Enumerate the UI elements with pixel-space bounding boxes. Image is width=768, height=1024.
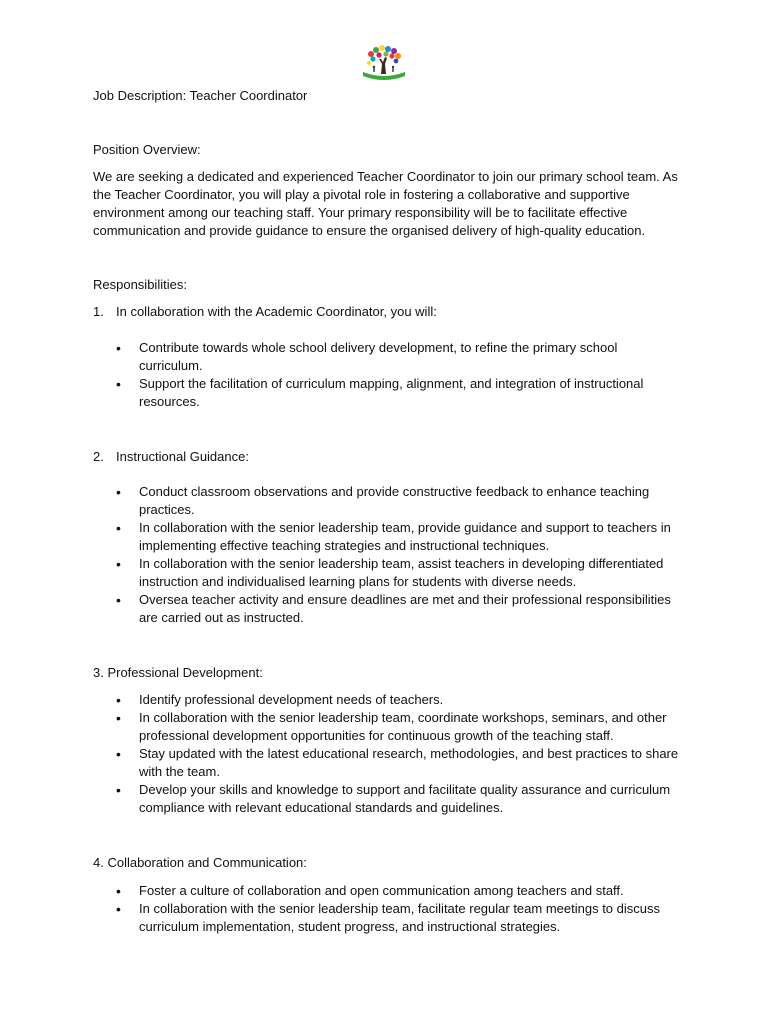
section3-bullet-list	[93, 691, 693, 817]
list-item: • Stay updated with the latest educational research, methodologies, and best practices to share with the team.	[93, 745, 679, 781]
section3-heading: 3. Professional Development:	[93, 665, 263, 680]
section1-heading-text: In collaboration with the Academic Coordinator, you will:	[116, 304, 437, 319]
section4-heading: 4. Collaboration and Communication:	[93, 855, 307, 870]
list-item: • Support the facilitation of curriculum mapping, alignment, and integration of instructional resources.	[93, 375, 679, 411]
section1-bullet-list	[93, 339, 693, 411]
list-item: • Oversea teacher activity and ensure deadlines are met and their professional responsibilities are carried out as instructed.	[93, 591, 679, 627]
section1-heading	[93, 303, 693, 321]
overview-paragraph: We are seeking a dedicated and experienced Teacher Coordinator to join our primary school team. As the Teacher Coordinator, you will play a pivotal role in fostering a collaborative and supportive environment among our teaching staff. Your primary responsibility will be to facilitate effective communication and provide guidance to ensure the organised delivery of high-quality education.	[93, 169, 678, 238]
list-item: • In collaboration with the senior leadership team, facilitate regular team meetings to discuss curriculum implementation, student progress, and instructional strategies.	[93, 900, 679, 936]
list-item: • Develop your skills and knowledge to support and facilitate quality assurance and curriculum compliance with relevant educational standards and guidelines.	[93, 781, 679, 817]
list-item: • Identify professional development needs of teachers.	[93, 691, 679, 709]
list-item: • In collaboration with the senior leadership team, provide guidance and support to teachers in implementing effective teaching strategies and instructional techniques.	[93, 519, 679, 555]
list-item: • Contribute towards whole school delivery development, to refine the primary school curriculum.	[93, 339, 679, 375]
overview-heading: Position Overview:	[93, 142, 201, 157]
section2-number: 2.	[93, 449, 104, 464]
list-item: • Foster a culture of collaboration and open communication among teachers and staff.	[93, 882, 679, 900]
list-item: • In collaboration with the senior leadership team, assist teachers in developing differentiated instruction and individualised learning plans for students with diverse needs.	[93, 555, 679, 591]
section1-number: 1.	[93, 304, 104, 319]
section4-bullet-list	[93, 882, 693, 936]
list-item: • Conduct classroom observations and provide constructive feedback to enhance teaching practices.	[93, 483, 679, 519]
document-title: Job Description: Teacher Coordinator	[93, 88, 308, 103]
responsibilities-heading: Responsibilities:	[93, 277, 187, 292]
section2-heading	[93, 448, 693, 466]
list-item: • In collaboration with the senior leadership team, coordinate workshops, seminars, and other professional development opportunities for continuous growth of the teaching staff.	[93, 709, 679, 745]
section2-bullet-list	[93, 483, 693, 627]
tree-logo-icon	[359, 44, 409, 82]
section2-heading-text: Instructional Guidance:	[116, 449, 249, 464]
